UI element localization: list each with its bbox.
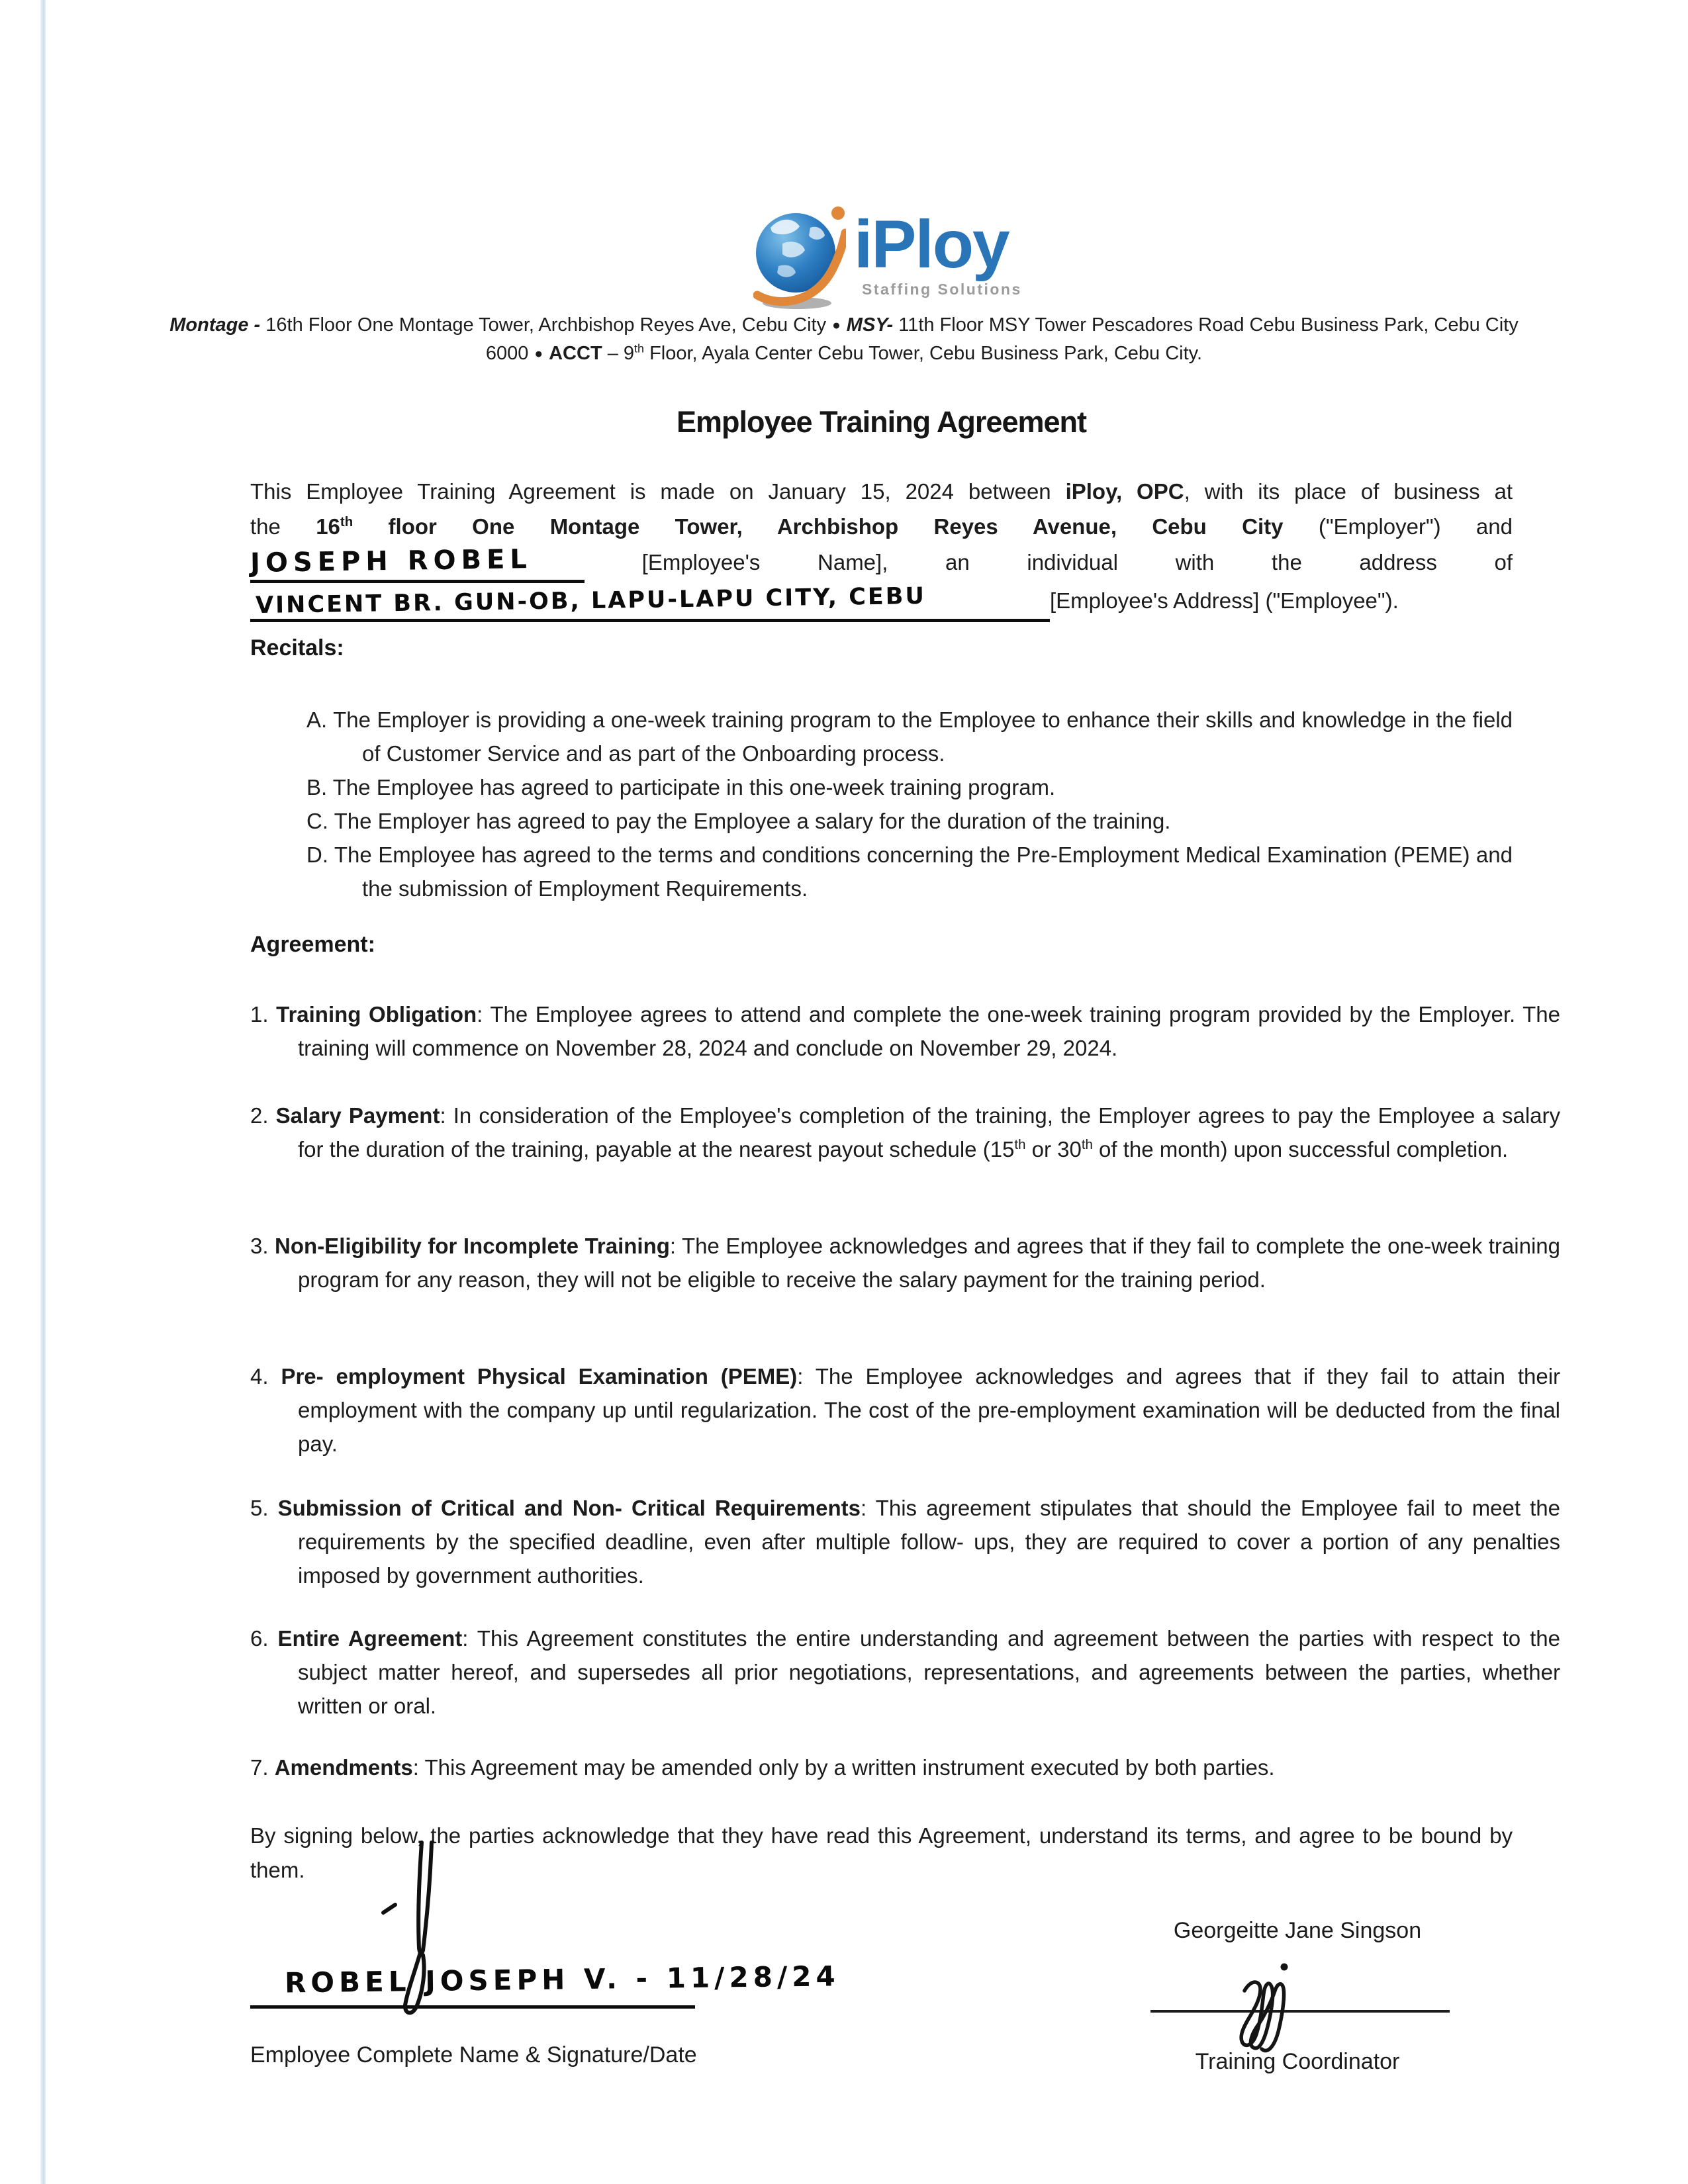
closing-paragraph: By signing below, the parties acknowledge that they have read this Agreement, understand its terms, and agree to be bound by them. (250, 1823, 1513, 1882)
globe-icon (753, 197, 846, 314)
agreement-item-1: 1. Training Obligation: The Employee agrees to attend and complete the one-week training program provided by the Employer. The training will commence on November 28, 2024 and conclude on November 29, 2024. (250, 1002, 1560, 1060)
recital-item-d: D. The Employee has agreed to the terms and conditions concerning the Pre-Employment Medical Examination (PEME) and the submission of Employment Requirements. (306, 842, 1513, 901)
address-line-1: Montage - 16th Floor One Montage Tower, Archbishop Reyes Ave, Cebu City ● MSY- 11th Floor MSY Tower Pescadores Road Cebu Business Park, Cebu City (169, 314, 1519, 336)
coordinator-signature-icon (1226, 1959, 1312, 2062)
recital-item-b: B. The Employee has agreed to participate in this one-week training program. (306, 775, 1056, 799)
address-line-2: 6000 ● ACCT – 9th Floor, Ayala Center Cebu Tower, Cebu Business Park, Cebu City. (485, 341, 1203, 364)
bullet-icon: ● (534, 346, 543, 361)
agreement-item-2: 2. Salary Payment: In consideration of the Employee's completion of the training, the Employer agrees to pay the Employee a salary for the duration of the training, payable at the nearest payout schedule (15th or 30th of the month) upon successful completion. (250, 1103, 1561, 1161)
intro-line-3: JOSEPH ROBEL [Employee's Name], an individual with the address of (250, 544, 1513, 583)
intro-line-2: the 16th floor One Montage Tower, Archbishop Reyes Avenue, Cebu City ("Employer") and (250, 514, 1513, 539)
document-title: Employee Training Agreement (677, 405, 1086, 439)
agreement-heading: Agreement: (250, 932, 375, 957)
agreement-item-5: 5. Submission of Critical and Non- Critical Requirements: This agreement stipulates that should the Employee fail to meet the requirements by the specified deadline, even after multiple follow- ups, they are required to cover a portion of any penalties imposed by government authorities. (250, 1496, 1561, 1588)
employee-name-blank (250, 544, 585, 583)
recital-item-a: A. The Employer is providing a one-week training program to the Employee to enhance their skills and knowledge in the field of Customer Service and as part of the Onboarding process. (306, 707, 1513, 766)
employee-address-blank (250, 583, 1050, 622)
intro-paragraph (250, 474, 1513, 622)
employee-signature-entry: ROBEL JOSEPH V. - 11/28/24 (284, 1960, 840, 1999)
intro-line-4: VINCENT BR. GUN-OB, LAPU-LAPU CITY, CEBU [Employee's Address] ("Employee"). (250, 583, 1513, 622)
agreement-item-3: 3. Non-Eligibility for Incomplete Training: The Employee acknowledges and agrees that if they fail to complete the one-week training program for any reason, they will not be eligible to receive the salary payment for the training period. (250, 1234, 1561, 1292)
employee-signature-label: Employee Complete Name & Signature/Date (250, 2042, 697, 2068)
scan-artifact-line (40, 0, 46, 2184)
employee-signature-stroke-icon (374, 1839, 480, 2024)
employee-name-handwritten: JOSEPH ROBEL (250, 544, 533, 578)
brand-name: iPloy (854, 206, 1009, 282)
intro-line-1: This Employee Training Agreement is made on January 15, 2024 between iPloy, OPC, with its place of business at (250, 479, 1513, 504)
agreement-item-6: 6. Entire Agreement: This Agreement constitutes the entire understanding and agreement between the parties with respect to the subject matter hereof, and supersedes all prior negotiations, representations, and agreements between the parties, whether written or oral. (250, 1626, 1560, 1718)
agreement-item-7: 7. Amendments: This Agreement may be amended only by a written instrument executed by both parties. (250, 1755, 1275, 1780)
company-address (149, 311, 1539, 368)
coordinator-name: Georgeitte Jane Singson (1173, 1918, 1422, 1943)
coordinator-label: Training Coordinator (1195, 2049, 1400, 2074)
bullet-icon: ● (832, 318, 841, 333)
recitals-heading: Recitals: (250, 635, 344, 660)
employee-address-handwritten: VINCENT BR. GUN-OB, LAPU-LAPU CITY, CEBU (255, 582, 927, 619)
recitals-list (250, 703, 1513, 905)
agreement-item-4: 4. Pre- employment Physical Examination (PEME): The Employee acknowledges and agrees that if they fail to attain their employment with the company up until regularization. The cost of the pre-employment examination will be deducted from the final pay. (250, 1364, 1561, 1456)
recital-item-c: C. The Employer has agreed to pay the Employee a salary for the duration of the training. (306, 809, 1171, 833)
brand-tagline: Staffing Solutions (862, 281, 1022, 298)
